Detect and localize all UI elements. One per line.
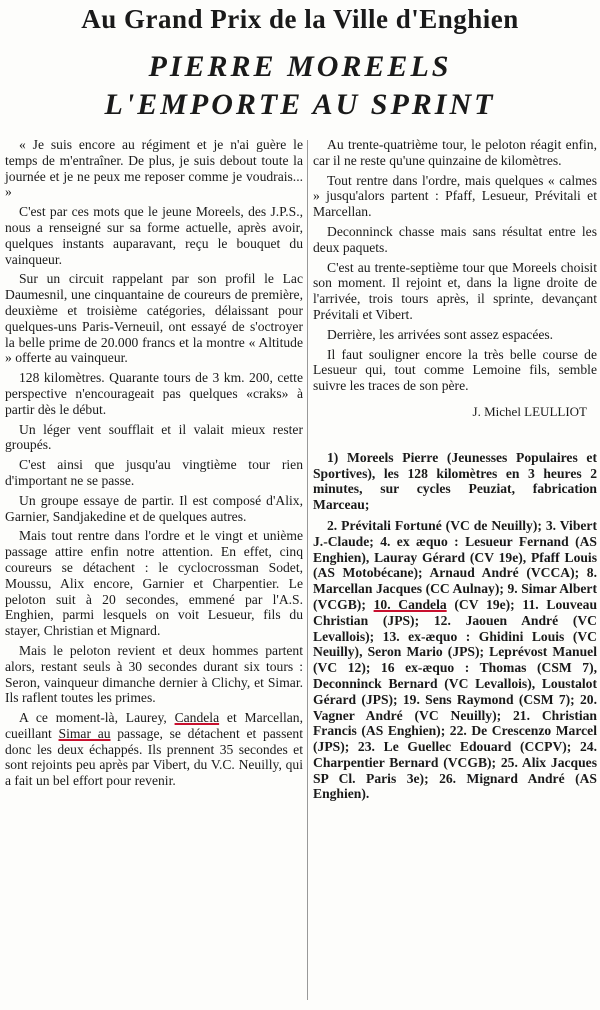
subheadline-name: PIERRE MOREELS: [148, 50, 452, 83]
text-run: 2. Prévitali Fortuné (VC de Neuilly); 3. Vibert J.-Claude; 4. ex æquo : Lesueur Fernand (AS Enghien), Lauray Gérard (CV 19e), Pfaff Louis (AS Motobécane); Arnaud André (VCCA); 8. Marcellan Jacques (CC Aulnay); 9. Simar Albert (VCGB);: [313, 517, 597, 612]
paragraph: Il faut souligner encore la très belle course de Lesueur qui, tout comme Lemoine fils, semble suivre les traces de son père.: [313, 346, 597, 394]
paragraph: Tout rentre dans l'ordre, mais quelques « calmes » jusqu'alors partent : Pfaff, Lesueur, Prévitali et Marcellan.: [313, 172, 597, 220]
text-run: (CV 19e); 11. Louveau Christian (JPS); 12. Jaouen André (VC Levallois); 13. ex-æquo : Ghidini Louis (VC Neuilly), Seron Mario (JPS); Leprévost Manuel (VC 12); 16 ex-æquo : Thomas (CSM 7), Deconninck Bernard (VC Levallois), Loustalot Gérard (JPS); 19. Sens Raymond (CSM 7); 20. Vagner André (VC Neuilly); 21. Christian Francis (AS Enghien); 22. De Crescenzo Marcel (JPS); 23. Le Guellec Edouard (CCPV); 24. Charpentier Bernard (VCGB); 25. Alix Jacques SP Cl. Paris 3e); 26. Mignard André (AS Enghien).: [313, 596, 598, 802]
paragraph: « Je suis encore au régiment et je n'ai guère le temps de m'entraîner. De plus, je suis debout toute la journée et je ne peux me reposer comme je voudrais... »: [5, 137, 303, 200]
paragraph: Mais le peloton revient et deux hommes partent alors, restant seuls à 30 secondes durant six tours : Seron, vainqueur dimanche dernier à Clichy, et Simar. Ils raflent toutes les primes.: [5, 642, 303, 706]
paragraph: C'est au trente-septième tour que Moreels choisit son moment. Il rejoint et, dans la ligne droite de l'arrivée, trois tours après, il sprinte, devançant Prévitali et Vibert.: [313, 259, 597, 322]
paragraph: [5, 710, 303, 789]
paragraph: Un groupe essaye de partir. Il est composé d'Alix, Garnier, Sandjakedine et de quelques autres.: [5, 492, 303, 524]
subheadline-sprint: L'EMPORTE AU SPRINT: [104, 88, 496, 121]
underlined-name: 10. Candela: [373, 596, 447, 612]
underlined-name: Simar au: [58, 725, 111, 741]
results-list: [313, 450, 597, 803]
paragraph: Un léger vent soufflait et il valait mieux rester groupés.: [5, 421, 303, 453]
left-column: [5, 137, 303, 793]
text-run: et Marcellan, cueillant: [5, 710, 304, 741]
paragraph: 128 kilomètres. Quarante tours de 3 km. 200, cette perspective n'encourageait pas quelques «craks» à partir dès le début.: [5, 370, 303, 417]
byline: J. Michel LEULLIOT: [472, 403, 587, 419]
paragraph: Au trente-quatrième tour, le peloton réagit enfin, car il ne reste qu'une quinzaine de kilomètres.: [313, 137, 597, 168]
result-winner: 1) Moreels Pierre (Jeunesses Populaires et Sportives), les 128 kilomètres en 3 heures 2 minutes, sur cycles Peuziat, fabrication Marceau;: [313, 449, 597, 513]
result-others: [313, 518, 597, 802]
paragraph: C'est par ces mots que le jeune Moreels, des J.P.S., nous a renseigné sur sa forme actuelle, après avoir, quelques instants auparavant, reçu le bouquet du vainqueur.: [5, 204, 303, 267]
text-run: passage, se détachent et passent donc les deux échappés. Ils prennent 35 secondes et sont rejoints peu après par Vibert, du V.C. Neuilly, qui a fait un bel effort pour revenir.: [5, 725, 303, 789]
right-column: [313, 137, 597, 807]
text-run: A ce moment-là, Laurey,: [19, 710, 175, 726]
headline: Au Grand Prix de la Ville d'Enghien: [81, 4, 519, 34]
paragraph: Sur un circuit rappelant par son profil le Lac Daumesnil, une cinquantaine de coureurs de première, deuxième et troisième catégories, délaissant pour quelques-uns Paris-Verneuil, ont essayé de s'octroyer la belle prime de 20.000 francs et la montre « Altitude » offerte au vainqueur.: [5, 271, 303, 366]
paragraph: Mais tout rentre dans l'ordre et le vingt et unième passage attire enfin notre attention. En effet, cinq coureurs se détachent : le cyclocrossman Sodet, Moussu, Alix encore, Garnier et Charpentier. Le peloton suit à 20 secondes, emmené par l'A.S. Enghien, parmi lesquels on voit Lesueur, fils du stayer, Christian et Mignard.: [5, 528, 303, 639]
paragraph: C'est ainsi que jusqu'au vingtième tour rien d'important ne se passe.: [5, 457, 303, 488]
paragraph: Derrière, les arrivées sont assez espacées.: [327, 326, 554, 342]
underlined-name: Candela: [174, 710, 220, 726]
column-divider: [307, 140, 308, 1000]
paragraph: Deconninck chasse mais sans résultat entre les deux paquets.: [313, 223, 597, 255]
